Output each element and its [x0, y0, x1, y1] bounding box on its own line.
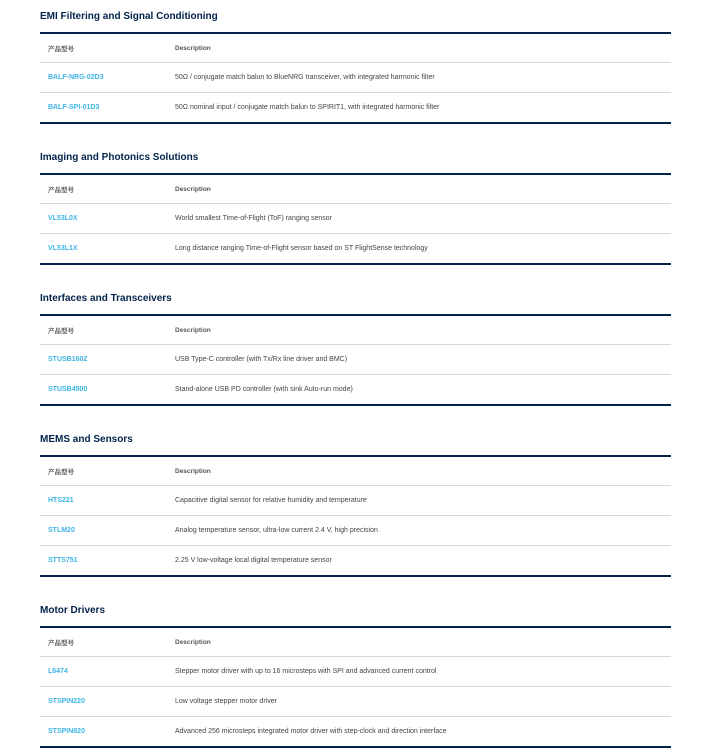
part-number-link[interactable]: STUSB4500	[48, 386, 88, 393]
column-header-part-number: 产品型号	[48, 186, 74, 194]
section-title-emi-filtering: EMI Filtering and Signal Conditioning	[40, 11, 218, 22]
column-header-part-number: 产品型号	[48, 639, 74, 647]
table-row	[40, 345, 671, 375]
part-number-link[interactable]: STLM20	[48, 527, 75, 534]
column-header-description: Description	[175, 185, 211, 193]
part-description: Low voltage stepper motor driver	[167, 687, 671, 717]
column-header-part-number: 产品型号	[48, 468, 74, 476]
column-header-part-number: 产品型号	[48, 327, 74, 335]
section-title-motor-drivers: Motor Drivers	[40, 605, 106, 616]
part-number-link[interactable]: HTS221	[48, 497, 74, 504]
part-number-link[interactable]: VL53L0X	[48, 215, 78, 222]
table-header-row	[40, 315, 671, 345]
part-description: World smallest Time-of-Flight (ToF) ranging sensor	[167, 204, 671, 234]
part-description: 50Ω nominal input / conjugate match balun to SPIRIT1, with integrated harmonic filter	[167, 93, 671, 124]
column-header-description: Description	[175, 467, 211, 475]
product-table-motor-drivers	[40, 626, 671, 748]
part-description: USB Type-C controller (with Tx/Rx line driver and BMC)	[167, 345, 671, 375]
part-description: 50Ω / conjugate match balun to BlueNRG transceiver, with integrated harmonic filter	[167, 63, 671, 93]
product-table-interfaces-transceivers	[40, 314, 671, 406]
table-row	[40, 657, 671, 687]
table-row	[40, 687, 671, 717]
part-number-link[interactable]: STUSB1602	[48, 356, 88, 363]
table-row	[40, 516, 671, 546]
product-table-mems-sensors	[40, 455, 671, 577]
table-row	[40, 375, 671, 406]
part-description: Stand-alone USB PD controller (with sink Auto-run mode)	[167, 375, 671, 406]
part-number-link[interactable]: STSPIN820	[48, 728, 85, 735]
part-description: Advanced 256 microsteps integrated motor driver with step-clock and direction interface	[167, 717, 671, 748]
column-header-description: Description	[175, 44, 211, 52]
part-description: Long distance ranging Time-of-Flight sensor based on ST FlightSense technology	[167, 234, 671, 265]
table-header-row	[40, 174, 671, 204]
section-title-mems-sensors: MEMS and Sensors	[40, 434, 133, 445]
table-row	[40, 234, 671, 265]
column-header-part-number: 产品型号	[48, 45, 74, 53]
section-title-imaging-photonics: Imaging and Photonics Solutions	[40, 152, 199, 163]
part-description: Capacitive digital sensor for relative humidity and temperature	[167, 486, 671, 516]
table-header-row	[40, 456, 671, 486]
product-table-emi-filtering	[40, 32, 671, 124]
part-number-link[interactable]: BALF-SPI-01D3	[48, 104, 100, 111]
column-header-description: Description	[175, 638, 211, 646]
table-row	[40, 486, 671, 516]
table-row	[40, 93, 671, 124]
table-row	[40, 717, 671, 748]
table-row	[40, 204, 671, 234]
product-table-imaging-photonics	[40, 173, 671, 265]
part-number-link[interactable]: STSPIN220	[48, 698, 85, 705]
part-description: 2.25 V low-voltage local digital temperature sensor	[167, 546, 671, 577]
part-number-link[interactable]: BALF-NRG-02D3	[48, 74, 104, 81]
part-number-link[interactable]: L6474	[48, 668, 68, 675]
part-number-link[interactable]: STTS751	[48, 557, 78, 564]
table-row	[40, 546, 671, 577]
section-title-interfaces-transceivers: Interfaces and Transceivers	[40, 293, 172, 304]
table-row	[40, 63, 671, 93]
table-header-row	[40, 33, 671, 63]
part-description: Analog temperature sensor, ultra-low current 2.4 V, high precision	[167, 516, 671, 546]
part-number-link[interactable]: VL53L1X	[48, 245, 78, 252]
part-description: Stepper motor driver with up to 16 microsteps with SPI and advanced current control	[167, 657, 671, 687]
column-header-description: Description	[175, 326, 211, 334]
table-header-row	[40, 627, 671, 657]
